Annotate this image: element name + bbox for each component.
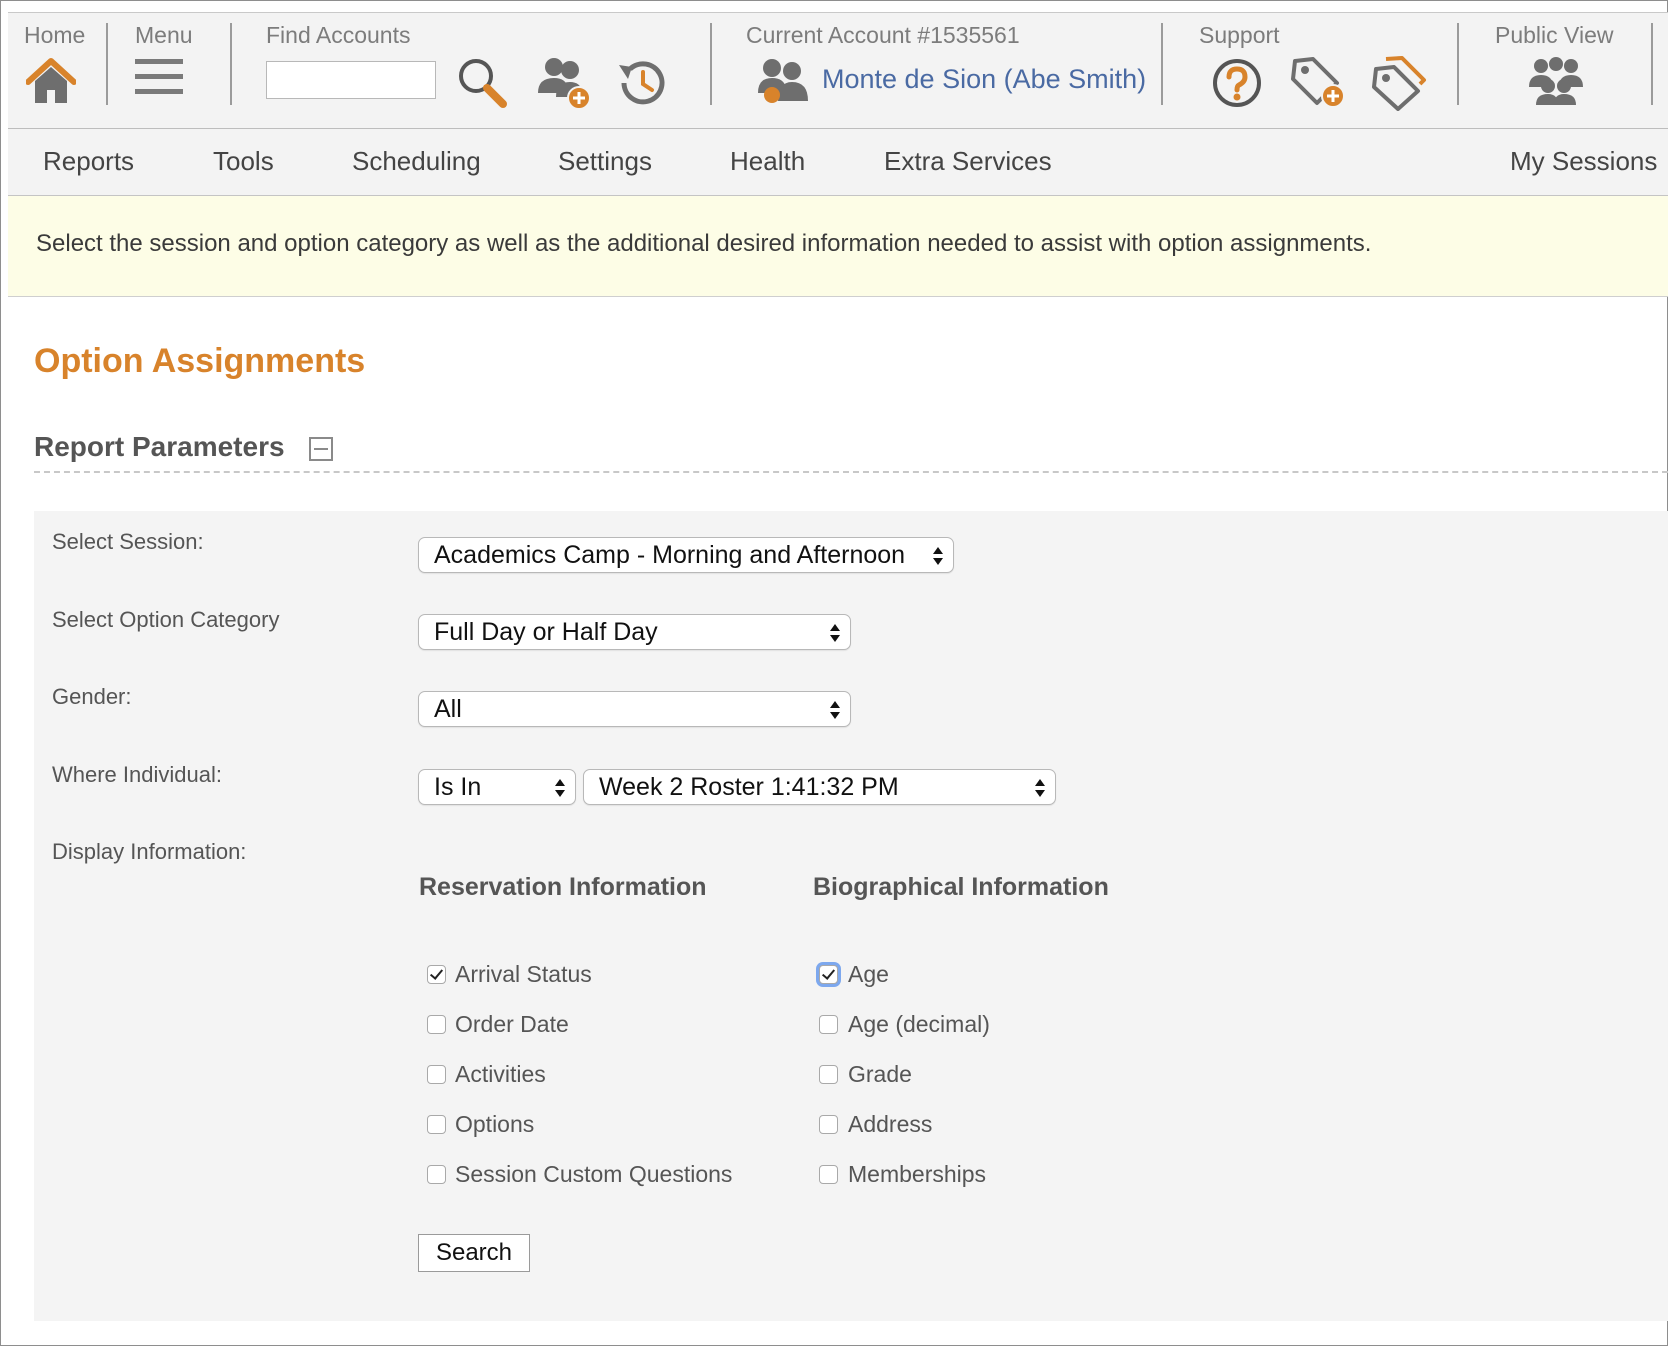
grade-checkbox[interactable] — [819, 1065, 838, 1084]
help-icon[interactable] — [1211, 57, 1263, 109]
main-nav — [8, 129, 1668, 196]
add-tag-icon[interactable] — [1291, 55, 1349, 111]
toolbar-separator — [710, 23, 712, 105]
where-operator-select-value: Is In — [434, 773, 482, 801]
where-individual-label: Where Individual: — [52, 762, 222, 787]
biographical-information-heading: Biographical Information — [813, 873, 1109, 901]
session-select[interactable] — [418, 537, 954, 573]
gender-select-value: All — [434, 695, 462, 723]
tags-icon[interactable] — [1372, 55, 1428, 111]
gender-select[interactable] — [418, 691, 851, 727]
select-arrows-icon — [554, 777, 566, 799]
reservation-information-heading: Reservation Information — [419, 873, 707, 901]
age-checkbox[interactable] — [819, 965, 838, 984]
nav-health[interactable]: Health — [730, 146, 806, 176]
find-accounts-input[interactable] — [266, 61, 436, 99]
memberships-label[interactable]: Memberships — [848, 1161, 987, 1187]
home-label: Home — [24, 22, 86, 48]
where-roster-select[interactable] — [583, 769, 1056, 805]
order-date-checkbox[interactable] — [427, 1015, 446, 1034]
recent-history-icon[interactable] — [616, 57, 670, 109]
session-select-value: Academics Camp - Morning and Afternoon — [434, 541, 906, 569]
age-label[interactable]: Age — [848, 961, 889, 987]
section-title: Report Parameters — [34, 431, 285, 462]
where-roster-select-value: Week 2 Roster 1:41:32 PM — [599, 773, 899, 801]
section-divider — [34, 471, 1668, 473]
where-operator-select[interactable] — [418, 769, 576, 805]
hamburger-icon[interactable] — [135, 59, 183, 95]
option-category-select[interactable] — [418, 614, 851, 650]
support-label: Support — [1199, 22, 1280, 48]
current-account-label: Current Account #1535561 — [746, 22, 1020, 48]
group-icon[interactable] — [1528, 57, 1584, 105]
add-account-icon[interactable] — [536, 55, 594, 111]
age-decimal-label[interactable]: Age (decimal) — [848, 1011, 990, 1037]
session-custom-questions-label[interactable]: Session Custom Questions — [455, 1161, 733, 1187]
menu-label: Menu — [135, 22, 193, 48]
toolbar-separator — [106, 23, 108, 105]
report-parameters-panel — [34, 511, 1668, 1321]
arrival-status-label[interactable]: Arrival Status — [455, 961, 592, 987]
nav-scheduling[interactable]: Scheduling — [352, 146, 481, 176]
select-arrows-icon — [829, 699, 841, 721]
current-account-link[interactable]: Monte de Sion (Abe Smith) — [822, 64, 1147, 94]
address-checkbox[interactable] — [819, 1115, 838, 1134]
session-label: Select Session: — [52, 529, 204, 554]
search-button[interactable]: Search — [418, 1234, 530, 1272]
magnifier-icon[interactable] — [456, 57, 508, 109]
nav-tools[interactable]: Tools — [213, 146, 274, 176]
age-decimal-checkbox[interactable] — [819, 1015, 838, 1034]
activities-checkbox[interactable] — [427, 1065, 446, 1084]
top-toolbar — [8, 12, 1668, 130]
select-arrows-icon — [829, 622, 841, 644]
select-arrows-icon — [932, 545, 944, 567]
activities-label[interactable]: Activities — [455, 1061, 546, 1087]
toolbar-separator — [1457, 23, 1459, 105]
banner-text: Select the session and option category as well as the additional desired information needed to assist with option assignments. — [36, 230, 1372, 257]
arrival-status-checkbox[interactable] — [427, 965, 446, 984]
gender-label: Gender: — [52, 684, 132, 709]
toolbar-separator — [230, 23, 232, 105]
grade-label[interactable]: Grade — [848, 1061, 912, 1087]
toolbar-separator — [1651, 23, 1653, 105]
find-accounts-label: Find Accounts — [266, 22, 411, 48]
select-arrows-icon — [1034, 777, 1046, 799]
session-custom-questions-checkbox[interactable] — [427, 1165, 446, 1184]
memberships-checkbox[interactable] — [819, 1165, 838, 1184]
address-label[interactable]: Address — [848, 1111, 933, 1137]
collapse-section-toggle[interactable] — [309, 437, 333, 461]
display-information-label: Display Information: — [52, 839, 247, 864]
option-category-select-value: Full Day or Half Day — [434, 618, 658, 646]
nav-settings[interactable]: Settings — [558, 146, 652, 176]
option-category-label: Select Option Category — [52, 607, 280, 632]
account-people-icon — [756, 57, 810, 105]
options-checkbox[interactable] — [427, 1115, 446, 1134]
nav-reports[interactable]: Reports — [43, 146, 135, 176]
nav-extra-services[interactable]: Extra Services — [884, 146, 1052, 176]
toolbar-separator — [1161, 23, 1163, 105]
options-label[interactable]: Options — [455, 1111, 535, 1137]
house-icon[interactable] — [26, 57, 76, 105]
info-banner — [8, 196, 1668, 297]
public-view-label: Public View — [1495, 22, 1614, 48]
order-date-label[interactable]: Order Date — [455, 1011, 569, 1037]
page-title: Option Assignments — [34, 342, 366, 380]
nav-my-sessions[interactable]: My Sessions — [1510, 146, 1658, 176]
